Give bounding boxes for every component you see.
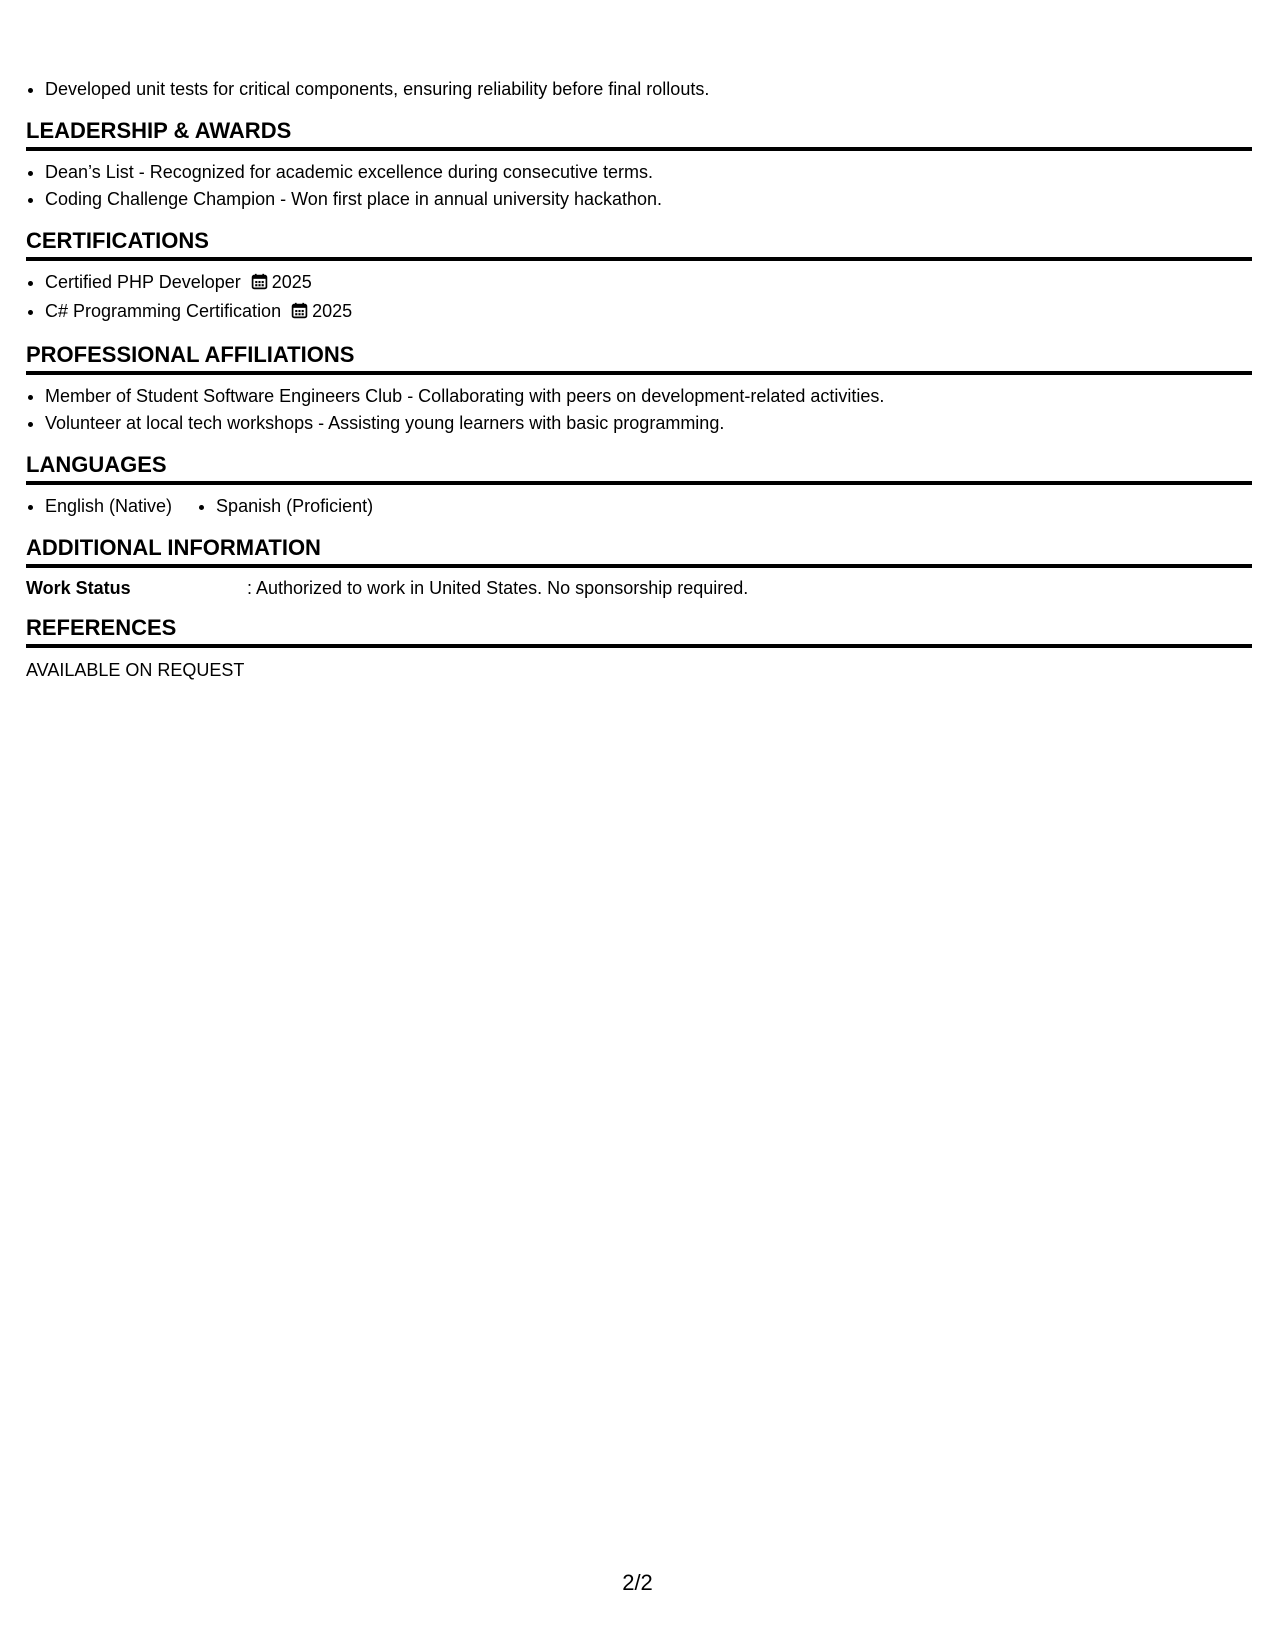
work-status-label: Work Status — [26, 578, 131, 598]
leadership-item: • Coding Challenge Champion - Won first place in annual university hackathon. — [45, 186, 1252, 213]
references-text: AVAILABLE ON REQUEST — [26, 660, 245, 680]
certification-item — [45, 298, 1252, 327]
section-heading-additional-info: ADDITIONAL INFORMATION — [26, 534, 1252, 568]
calendar-icon — [251, 271, 268, 298]
references-section — [26, 614, 1252, 682]
section-heading-leadership: LEADERSHIP & AWARDS — [26, 117, 1252, 151]
certification-name: C# Programming Certification — [45, 301, 282, 321]
certification-name: Certified PHP Developer — [45, 272, 241, 292]
calendar-icon — [291, 300, 308, 327]
work-status-row — [26, 576, 1252, 600]
work-status-value: : Authorized to work in United States. No sponsorship required. — [247, 578, 749, 598]
affiliation-item: • Volunteer at local tech workshops - Assisting young learners with basic programming. — [45, 410, 1252, 437]
certifications-section — [26, 227, 1252, 327]
certifications-body — [26, 269, 1252, 327]
resume-page — [26, 76, 1252, 682]
certification-item — [45, 269, 1252, 298]
additional-info-section — [26, 534, 1252, 600]
section-heading-affiliations: PROFESSIONAL AFFILIATIONS — [26, 341, 1252, 375]
leadership-body — [26, 159, 1252, 213]
leadership-section — [26, 117, 1252, 213]
additional-info-body — [26, 576, 1252, 600]
affiliation-item: • Member of Student Software Engineers Club - Collaborating with peers on development-related activities. — [45, 383, 1252, 410]
section-heading-references: REFERENCES — [26, 614, 1252, 648]
section-heading-certifications: CERTIFICATIONS — [26, 227, 1252, 261]
language-item: • Spanish (Proficient) — [216, 493, 373, 520]
languages-body — [26, 493, 1252, 520]
experience-bullet: • Developed unit tests for critical components, ensuring reliability before final rollouts. — [45, 76, 1252, 103]
certification-year: 2025 — [271, 272, 312, 292]
certification-year: 2025 — [312, 301, 353, 321]
experience-bullets — [26, 76, 1252, 103]
leadership-item: • Dean’s List - Recognized for academic excellence during consecutive terms. — [45, 159, 1252, 186]
affiliations-body — [26, 383, 1252, 437]
languages-section — [26, 451, 1252, 520]
affiliations-section — [26, 341, 1252, 437]
section-heading-languages: LANGUAGES — [26, 451, 1252, 485]
language-item: • English (Native) — [45, 493, 172, 520]
page-number: 2/2 — [622, 1570, 653, 1595]
